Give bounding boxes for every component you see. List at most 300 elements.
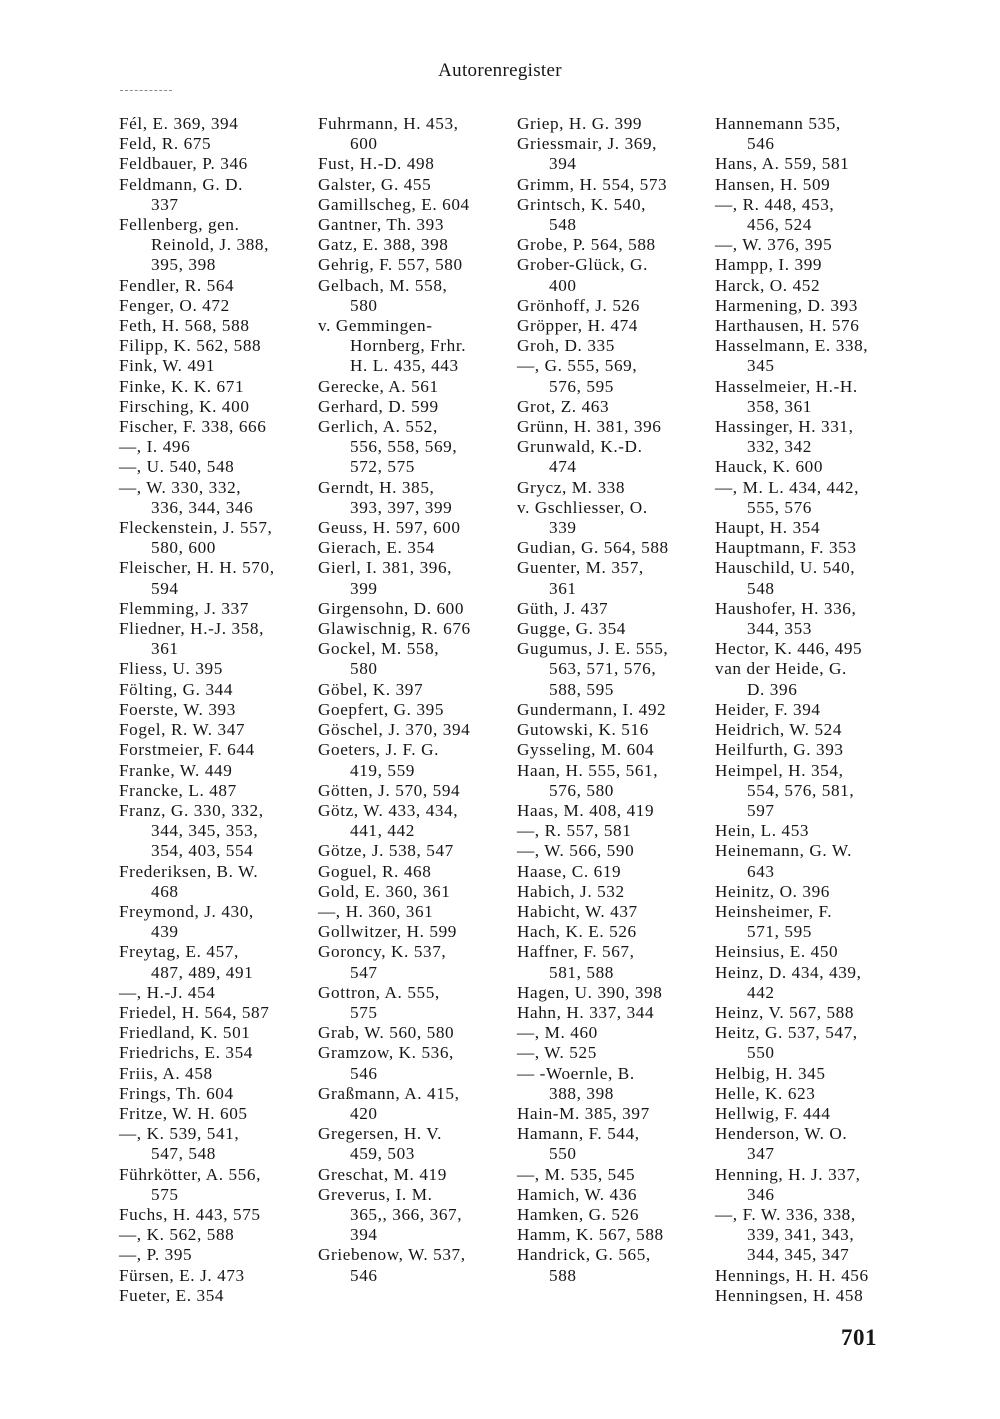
entry-continuation-line: 547 [350,962,378,982]
index-entry [318,680,508,700]
entry-line: Hain-M. 385, 397 [517,1103,650,1123]
index-entry [715,235,905,255]
entry-line: Filipp, K. 562, 588 [119,336,262,356]
entry-continuation-line: 354, 403, 554 [151,841,254,861]
index-column-1 [119,114,309,1306]
entry-line: Fueter, E. 354 [119,1285,225,1305]
index-entry [715,1205,905,1266]
index-entry [517,114,707,134]
entry-line: —, H. 360, 361 [318,901,434,921]
index-entry [119,296,309,316]
index-entry [517,417,707,437]
entry-continuation-line: 487, 489, 491 [151,962,254,982]
index-entry [119,1124,309,1164]
entry-line: Grycz, M. 338 [517,477,626,497]
index-column-4 [715,114,905,1306]
index-entry [715,1124,905,1164]
entry-line: —, W. 330, 332, [119,477,242,497]
index-entry [318,215,508,235]
index-entry [517,639,707,700]
index-entry [715,740,905,760]
index-entry [119,983,309,1003]
index-entry [517,882,707,902]
index-entry [318,478,508,518]
entry-continuation-line: 394 [549,154,577,174]
page-number: 701 [841,1325,877,1350]
index-entry [715,195,905,235]
entry-line: Helbig, H. 345 [715,1063,826,1083]
entry-continuation-line: 339 [549,518,577,538]
index-entry [517,801,707,821]
entry-line: Feld, R. 675 [119,134,212,154]
index-entry [715,377,905,417]
entry-line: Groh, D. 335 [517,336,615,356]
entry-line: Gold, E. 360, 361 [318,881,451,901]
index-entry [715,821,905,841]
index-entry [318,882,508,902]
index-entry [318,195,508,215]
entry-line: Gelbach, M. 558, [318,275,448,295]
entry-line: Galster, G. 455 [318,174,432,194]
entry-line: Haffner, F. 567, [517,942,635,962]
entry-line: Grunwald, K.-D. [517,437,643,457]
index-entry [119,619,309,659]
entry-line: Hein, L. 453 [715,821,810,841]
index-entry [119,518,309,558]
entry-continuation-line: 332, 342 [747,437,812,457]
entry-line: Göbel, K. 397 [318,679,424,699]
index-entry [119,1023,309,1043]
entry-continuation-line: 344, 353 [747,619,812,639]
entry-continuation-line: Reinold, J. 388, [151,235,269,255]
entry-line: Fenger, O. 472 [119,295,230,315]
index-entry [715,1084,905,1104]
index-entry [517,599,707,619]
entry-line: Fölting, G. 344 [119,679,234,699]
entry-continuation-line: 347 [747,1144,775,1164]
entry-line: Hans, A. 559, 581 [715,154,850,174]
index-entry [517,195,707,235]
entry-continuation-line: 581, 588 [549,962,614,982]
entry-line: —, K. 562, 588 [119,1225,235,1245]
entry-line: Firsching, K. 400 [119,396,250,416]
entry-line: Flemming, J. 337 [119,598,249,618]
entry-continuation-line: 548 [549,215,577,235]
index-entry [517,296,707,316]
entry-line: Heinz, V. 567, 588 [715,1002,855,1022]
entry-continuation-line: 548 [747,578,775,598]
entry-continuation-line: 344, 345, 353, [151,821,259,841]
entry-line: Henningsen, H. 458 [715,1285,864,1305]
entry-line: Foerste, W. 393 [119,699,236,719]
index-entry [517,1104,707,1124]
index-entry [318,700,508,720]
entry-continuation-line: 361 [151,639,179,659]
entry-line: Goguel, R. 468 [318,861,432,881]
index-entry [517,983,707,1003]
index-entry [119,1286,309,1306]
index-entry [318,255,508,275]
entry-line: Grab, W. 560, 580 [318,1023,455,1043]
entry-line: Glawischnig, R. 676 [318,619,471,639]
index-entry [517,538,707,558]
entry-continuation-line: 419, 559 [350,760,415,780]
index-entry [715,963,905,1003]
entry-line: Gatz, E. 388, 398 [318,235,449,255]
entry-continuation-line: 459, 503 [350,1144,415,1164]
entry-continuation-line: 361 [549,578,577,598]
entry-line: Hauschild, U. 540, [715,558,856,578]
entry-line: —, G. 555, 569, [517,356,638,376]
entry-line: Heinitz, O. 396 [715,881,830,901]
entry-line: Finke, K. K. 671 [119,376,245,396]
entry-line: Girgensohn, D. 600 [318,598,465,618]
entry-line: Heider, F. 394 [715,699,821,719]
entry-continuation-line: 554, 576, 581, [747,780,855,800]
index-entry [517,558,707,598]
index-entry [715,902,905,942]
index-entry [517,498,707,538]
entry-line: Friedrichs, E. 354 [119,1043,253,1063]
entry-line: Heilfurth, G. 393 [715,740,844,760]
index-entry [119,902,309,942]
entry-line: Hector, K. 446, 495 [715,639,863,659]
index-entry [517,1205,707,1225]
entry-line: Heimpel, H. 354, [715,760,844,780]
index-entry [517,1185,707,1205]
entry-line: Hasselmann, E. 338, [715,336,869,356]
entry-line: Götz, W. 433, 434, [318,800,459,820]
index-entry [517,740,707,760]
index-entry [318,619,508,639]
entry-continuation-line: 588 [549,1265,577,1285]
entry-continuation-line: 420 [350,1103,378,1123]
entry-continuation-line: 594 [151,578,179,598]
entry-line: Gerlich, A. 552, [318,417,438,437]
entry-line: Fleckenstein, J. 557, [119,518,273,538]
index-entry [517,437,707,477]
entry-continuation-line: 441, 442 [350,821,415,841]
entry-continuation-line: 388, 398 [549,1083,614,1103]
entry-line: Gottron, A. 555, [318,982,440,1002]
entry-line: Grimm, H. 554, 573 [517,174,668,194]
entry-line: Franke, W. 449 [119,760,233,780]
entry-continuation-line: 358, 361 [747,396,812,416]
entry-continuation-line: 399 [350,578,378,598]
entry-line: Forstmeier, F. 644 [119,740,255,760]
index-entry [318,983,508,1023]
entry-continuation-line: 337 [151,194,179,214]
index-entry [517,1124,707,1164]
index-entry [119,175,309,215]
entry-line: Gundermann, I. 492 [517,699,667,719]
index-entry [119,114,309,134]
index-entry [715,639,905,659]
index-entry [715,276,905,296]
entry-line: Greschat, M. 419 [318,1164,447,1184]
index-entry [517,235,707,255]
index-entry [119,1205,309,1225]
index-entry [715,882,905,902]
entry-line: Harmening, D. 393 [715,295,858,315]
entry-line: Gutowski, K. 516 [517,720,649,740]
index-entry [318,377,508,397]
entry-line: Gugge, G. 354 [517,619,627,639]
entry-line: Hamich, W. 436 [517,1184,638,1204]
index-entry [517,316,707,336]
entry-line: Fink, W. 491 [119,356,216,376]
entry-continuation-line: 442 [747,982,775,1002]
entry-continuation-line: 546 [747,134,775,154]
index-entry [517,720,707,740]
entry-line: Fél, E. 369, 394 [119,114,239,133]
page-title: Autorenregister [438,60,562,81]
entry-line: Habicht, W. 437 [517,901,638,921]
index-entry [715,478,905,518]
entry-line: Goepfert, G. 395 [318,699,445,719]
entry-line: —, R. 448, 453, [715,194,835,214]
entry-line: Gysseling, M. 604 [517,740,655,760]
index-entry [318,902,508,922]
entry-line: Grobe, P. 564, 588 [517,235,656,255]
index-entry [119,134,309,154]
index-entry [517,821,707,841]
index-entry [715,1266,905,1286]
index-entry [119,417,309,437]
entry-line: Fellenberg, gen. [119,215,240,235]
index-entry [318,114,508,154]
index-entry [517,1043,707,1063]
index-entry [318,801,508,841]
entry-line: Gramzow, K. 536, [318,1043,454,1063]
index-entry [318,417,508,478]
entry-line: Grünn, H. 381, 396 [517,417,662,437]
index-entry [517,1003,707,1023]
entry-line: Gantner, Th. 393 [318,215,445,235]
entry-line: Gröpper, H. 474 [517,316,638,336]
entry-line: Fleischer, H. H. 570, [119,558,275,578]
index-entry [318,1043,508,1083]
entry-line: Fliedner, H.-J. 358, [119,619,264,639]
index-entry [715,518,905,538]
entry-line: —, R. 557, 581 [517,821,632,841]
entry-continuation-line: 336, 344, 346 [151,497,254,517]
entry-line: Harthausen, H. 576 [715,316,860,336]
index-entry [119,377,309,397]
entry-line: Friis, A. 458 [119,1063,213,1083]
index-entry [715,175,905,195]
entry-line: Feldbauer, P. 346 [119,154,248,174]
entry-line: Griessmair, J. 369, [517,134,658,154]
entry-line: Hauptmann, F. 353 [715,538,857,558]
index-entry [119,720,309,740]
entry-line: Hassinger, H. 331, [715,417,854,437]
entry-line: Heinz, D. 434, 439, [715,962,862,982]
index-entry [318,599,508,619]
entry-continuation-line: 575 [151,1184,179,1204]
index-entry [119,942,309,982]
entry-continuation-line: 556, 558, 569, [350,437,458,457]
entry-line: Feth, H. 568, 588 [119,316,250,336]
index-entry [517,1064,707,1104]
entry-line: Feldmann, G. D. [119,174,244,194]
entry-line: Fuchs, H. 443, 575 [119,1204,261,1224]
entry-line: Heidrich, W. 524 [715,720,843,740]
entry-line: Heinsius, E. 450 [715,942,839,962]
index-entry [517,1023,707,1043]
index-entry [517,1165,707,1185]
index-entry [715,700,905,720]
index-entry [119,1245,309,1265]
entry-line: Fürsen, E. J. 473 [119,1265,245,1285]
index-entry [119,700,309,720]
entry-continuation-line: 395, 398 [151,255,216,275]
index-entry [318,720,508,740]
entry-line: Fliess, U. 395 [119,659,223,679]
entry-line: Freytag, E. 457, [119,942,239,962]
index-entry [517,255,707,295]
entry-continuation-line: 439 [151,922,179,942]
entry-line: Goroncy, K. 537, [318,942,447,962]
entry-line: Führkötter, A. 556, [119,1164,262,1184]
entry-line: Hamken, G. 526 [517,1204,640,1224]
index-entry [715,1003,905,1023]
index-entry [318,781,508,801]
entry-line: —, M. 460 [517,1023,598,1043]
entry-continuation-line: 643 [747,861,775,881]
entry-line: Hellwig, F. 444 [715,1103,831,1123]
entry-line: v. Gemmingen- [318,316,433,336]
entry-line: Geuss, H. 597, 600 [318,518,461,538]
index-entry [318,154,508,174]
index-entry [318,518,508,538]
entry-continuation-line: H. L. 435, 443 [350,356,459,376]
index-entry [318,397,508,417]
entry-line: Grober-Glück, G. [517,255,648,275]
entry-line: Friedel, H. 564, 587 [119,1002,270,1022]
entry-line: Fritze, W. H. 605 [119,1103,248,1123]
index-entry [119,1084,309,1104]
entry-line: — -Woernle, B. [517,1063,635,1083]
index-entry [517,397,707,417]
entry-line: Gugumus, J. E. 555, [517,639,669,659]
entry-continuation-line: 546 [350,1265,378,1285]
index-entry [119,801,309,862]
entry-line: van der Heide, G. [715,659,847,679]
index-entry [517,134,707,174]
index-entry [318,316,508,377]
entry-line: Henning, H. J. 337, [715,1164,861,1184]
entry-continuation-line: 572, 575 [350,457,415,477]
entry-continuation-line: 571, 595 [747,922,812,942]
entry-line: Gerndt, H. 385, [318,477,435,497]
entry-line: Greverus, I. M. [318,1184,433,1204]
entry-line: —, W. 525 [517,1043,597,1063]
index-entry [119,1266,309,1286]
entry-line: —, U. 540, 548 [119,457,235,477]
index-entry [119,761,309,781]
index-column-2 [318,114,508,1286]
entry-line: Fischer, F. 338, 666 [119,417,267,437]
entry-line: Hansen, H. 509 [715,174,831,194]
entry-continuation-line: 588, 595 [549,679,614,699]
entry-line: —, W. 376, 395 [715,235,833,255]
entry-line: Griebenow, W. 537, [318,1245,466,1265]
index-entry [715,761,905,822]
entry-line: Grintsch, K. 540, [517,194,647,214]
index-entry [318,922,508,942]
index-entry [318,1023,508,1043]
entry-line: Gerecke, A. 561 [318,376,439,396]
entry-line: Fogel, R. W. 347 [119,720,246,740]
index-entry [715,457,905,477]
index-entry [517,942,707,982]
index-entry [119,397,309,417]
entry-continuation-line: 547, 548 [151,1144,216,1164]
entry-line: v. Gschliesser, O. [517,497,648,517]
entry-line: Franz, G. 330, 332, [119,800,264,820]
index-entry [318,276,508,316]
entry-continuation-line: 346 [747,1184,775,1204]
index-entry [119,316,309,336]
index-entry [715,538,905,558]
entry-line: Fendler, R. 564 [119,275,235,295]
entry-continuation-line: 550 [747,1043,775,1063]
index-entry [517,902,707,922]
entry-line: —, H.-J. 454 [119,982,216,1002]
entry-continuation-line: 344, 345, 347 [747,1245,850,1265]
entry-line: Gehrig, F. 557, 580 [318,255,463,275]
entry-continuation-line: Hornberg, Frhr. [350,336,467,356]
index-entry [318,538,508,558]
index-entry [318,1245,508,1285]
entry-line: Gamillscheg, E. 604 [318,194,470,214]
entry-line: Hennings, H. H. 456 [715,1265,869,1285]
entry-continuation-line: 339, 341, 343, [747,1225,855,1245]
index-entry [715,720,905,740]
index-entry [318,1165,508,1185]
index-entry [517,841,707,861]
index-entry [517,356,707,396]
entry-line: Güth, J. 437 [517,598,609,618]
entry-line: Hannemann 535, [715,114,841,133]
entry-line: Hasselmeier, H.-H. [715,376,858,396]
entry-line: Haas, M. 408, 419 [517,800,655,820]
index-entry [318,175,508,195]
index-entry [119,558,309,598]
entry-line: Habich, J. 532 [517,881,625,901]
entry-continuation-line: 474 [549,457,577,477]
entry-continuation-line: 394 [350,1225,378,1245]
entry-line: Frederiksen, B. W. [119,861,259,881]
entry-continuation-line: 576, 580 [549,780,614,800]
index-entry [119,1003,309,1023]
index-entry [517,175,707,195]
index-entry [517,761,707,801]
entry-line: Haase, C. 619 [517,861,622,881]
index-entry [715,659,905,699]
index-entry [119,356,309,376]
index-entry [318,1185,508,1246]
entry-line: Götze, J. 538, 547 [318,841,454,861]
entry-continuation-line: 456, 524 [747,215,812,235]
entry-line: Frings, Th. 604 [119,1083,234,1103]
entry-line: Gregersen, H. V. [318,1124,443,1144]
entry-line: Harck, O. 452 [715,275,821,295]
entry-continuation-line: 546 [350,1063,378,1083]
entry-line: Hampp, I. 399 [715,255,823,275]
entry-continuation-line: 580 [350,659,378,679]
